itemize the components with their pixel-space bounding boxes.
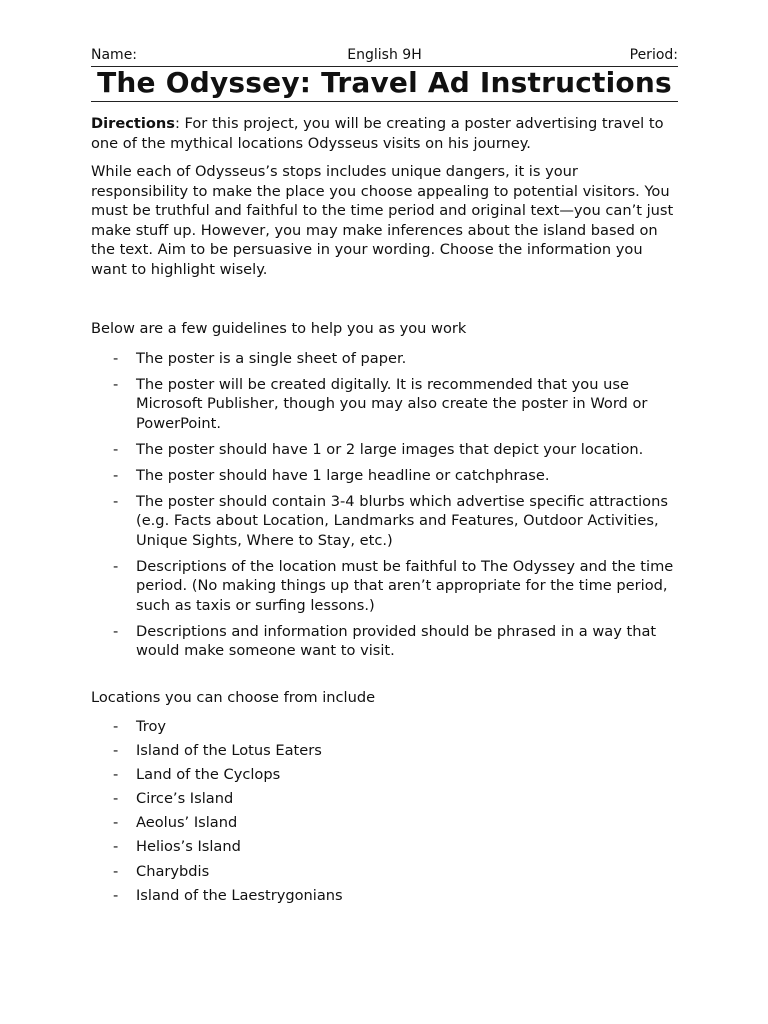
- directions-paragraph: [91, 114, 678, 153]
- guidelines-list: [91, 349, 678, 661]
- document-title: The Odyssey: Travel Ad Instructions: [97, 66, 672, 99]
- dash-marker: -: [113, 790, 119, 808]
- dash-marker: -: [113, 838, 119, 856]
- title-block: [91, 66, 678, 102]
- locations-intro: Locations you can choose from include: [91, 688, 376, 706]
- dash-marker: -: [113, 718, 119, 735]
- list-item: - Island of the Lotus Eaters: [113, 742, 322, 760]
- dash-marker: -: [113, 557, 119, 575]
- list-item: - Circe’s Island: [113, 790, 234, 808]
- document-page: [91, 46, 678, 910]
- list-item: - Helios’s Island: [113, 838, 241, 856]
- dash-marker: -: [113, 814, 119, 832]
- list-item: - The poster should contain 3-4 blurbs which advertise specific attractions (e.g. Facts about Location, Landmarks and Features, Outdoor Activities, Unique Sights, Where to Stay, etc.): [113, 492, 668, 549]
- dash-marker: -: [113, 440, 119, 458]
- list-item: - Troy: [113, 718, 167, 735]
- list-item: - Descriptions and information provided should be phrased in a way that would make someone want to visit.: [113, 622, 657, 659]
- list-item: - The poster is a single sheet of paper.: [113, 349, 407, 367]
- instructions-paragraph: While each of Odysseus’s stops includes unique dangers, it is your responsibility to make the place you choose appealing to potential visitors. You must be truthful and faithful to the time period and original text—you can’t just make stuff up. However, you may make inferences about the island based on the text. Aim to be persuasive in your wording. Choose the information you want to highlight wisely.: [91, 163, 674, 278]
- guidelines-intro: Below are a few guidelines to help you as you work: [91, 320, 467, 337]
- dash-marker: -: [113, 886, 119, 904]
- list-item: - The poster should have 1 large headline or catchphrase.: [113, 466, 550, 484]
- list-item: - Charybdis: [113, 862, 210, 880]
- name-label: Name:: [91, 47, 138, 63]
- document-header: [91, 46, 678, 64]
- dash-marker: -: [113, 349, 119, 367]
- list-item: - Island of the Laestrygonians: [113, 886, 343, 904]
- directions-label: Directions: [91, 115, 175, 132]
- list-item: - Land of the Cyclops: [113, 766, 281, 784]
- list-item: - The poster should have 1 or 2 large images that depict your location.: [113, 440, 644, 458]
- list-item: - Descriptions of the location must be faithful to The Odyssey and the time period. (No making things up that aren’t appropriate for the time period, such as taxis or surfing lessons.): [113, 557, 674, 614]
- dash-marker: -: [113, 375, 119, 393]
- list-item: - The poster will be created digitally. It is recommended that you use Microsoft Publisher, though you may also create the poster in Word or PowerPoint.: [113, 375, 648, 432]
- dash-marker: -: [113, 492, 119, 510]
- period-label: Period:: [629, 47, 678, 63]
- locations-list: [91, 717, 678, 905]
- dash-marker: -: [113, 862, 119, 880]
- dash-marker: -: [113, 466, 119, 484]
- course-label: English 9H: [347, 47, 422, 63]
- dash-marker: -: [113, 766, 119, 784]
- dash-marker: -: [113, 742, 119, 760]
- directions-text: : For this project, you will be creating a poster advertising travel to one of the mythical locations Odysseus visits on his journey.: [91, 115, 664, 152]
- list-item: - Aeolus’ Island: [113, 814, 238, 832]
- dash-marker: -: [113, 622, 119, 640]
